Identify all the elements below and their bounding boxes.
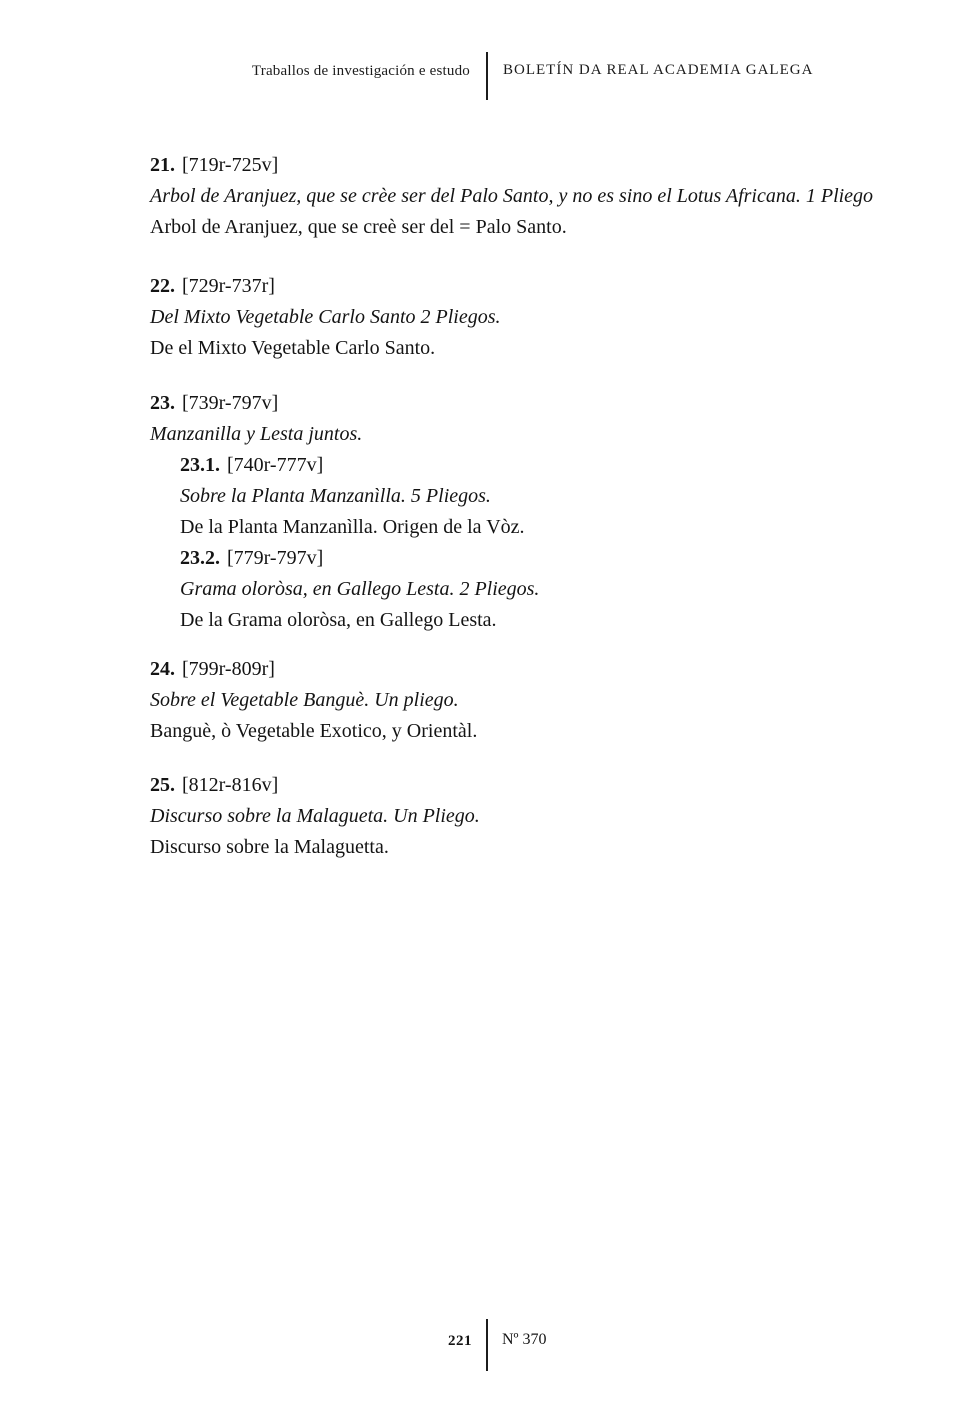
- entry-25: [150, 770, 940, 863]
- subentry-description: De la Planta Manzanìlla. Origen de la Vòz.: [180, 516, 525, 538]
- entry-number: 23.: [150, 392, 175, 414]
- subentry-heading: [180, 543, 940, 574]
- entry-title: Sobre el Vegetable Banguè. Un pliego.: [150, 689, 459, 711]
- header-journal-title: BOLETÍN DA REAL ACADEMIA GALEGA: [503, 62, 814, 78]
- header-divider: [486, 52, 488, 100]
- subentry-number: 23.1.: [180, 454, 220, 476]
- subentry-heading: [180, 450, 940, 481]
- entry-21: [150, 150, 940, 243]
- folio-range: [740r-777v]: [227, 454, 324, 476]
- entry-title: Discurso sobre la Malagueta. Un Pliego.: [150, 805, 480, 827]
- entry-title: Del Mixto Vegetable Carlo Santo 2 Pliegos.: [150, 306, 501, 328]
- entry-heading: [150, 388, 940, 419]
- page-number: 221: [448, 1333, 472, 1349]
- entry-number: 22.: [150, 275, 175, 297]
- entry-24: [150, 654, 940, 747]
- entry-title: Manzanilla y Lesta juntos.: [150, 423, 363, 445]
- entry-heading: [150, 770, 940, 801]
- entry-number: 25.: [150, 774, 175, 796]
- subentry-title: Grama oloròsa, en Gallego Lesta. 2 Pliegos.: [180, 578, 540, 600]
- entry-title: Arbol de Aranjuez, que se crèe ser del Palo Santo, y no es sino el Lotus Africana. 1 Pliego: [150, 185, 874, 207]
- entry-description: De el Mixto Vegetable Carlo Santo.: [150, 337, 436, 359]
- header-section-title: Traballos de investigación e estudo: [251, 63, 470, 79]
- entry-number: 21.: [150, 154, 175, 176]
- folio-range: [719r-725v]: [182, 154, 279, 176]
- entry-heading: [150, 150, 940, 181]
- entry-number: 24.: [150, 658, 175, 680]
- entry-heading: [150, 654, 940, 685]
- entry-description: Arbol de Aranjuez, que se creè ser del = Palo Santo.: [150, 216, 567, 238]
- folio-range: [799r-809r]: [182, 658, 275, 680]
- footer-divider: [486, 1319, 488, 1371]
- folio-range: [729r-737r]: [182, 275, 275, 297]
- subentry-number: 23.2.: [180, 547, 220, 569]
- issue-number: Nº 370: [502, 1331, 547, 1348]
- entry-23: [150, 388, 940, 636]
- entry-description: Discurso sobre la Malaguetta.: [150, 836, 389, 858]
- folio-range: [779r-797v]: [227, 547, 324, 569]
- subentry-description: De la Grama oloròsa, en Gallego Lesta.: [180, 609, 497, 631]
- folio-range: [739r-797v]: [182, 392, 279, 414]
- entry-description: Banguè, ò Vegetable Exotico, y Orientàl.: [150, 720, 478, 742]
- subentry-title: Sobre la Planta Manzanìlla. 5 Pliegos.: [180, 485, 491, 507]
- folio-range: [812r-816v]: [182, 774, 279, 796]
- entry-22: [150, 271, 940, 364]
- entry-heading: [150, 271, 940, 302]
